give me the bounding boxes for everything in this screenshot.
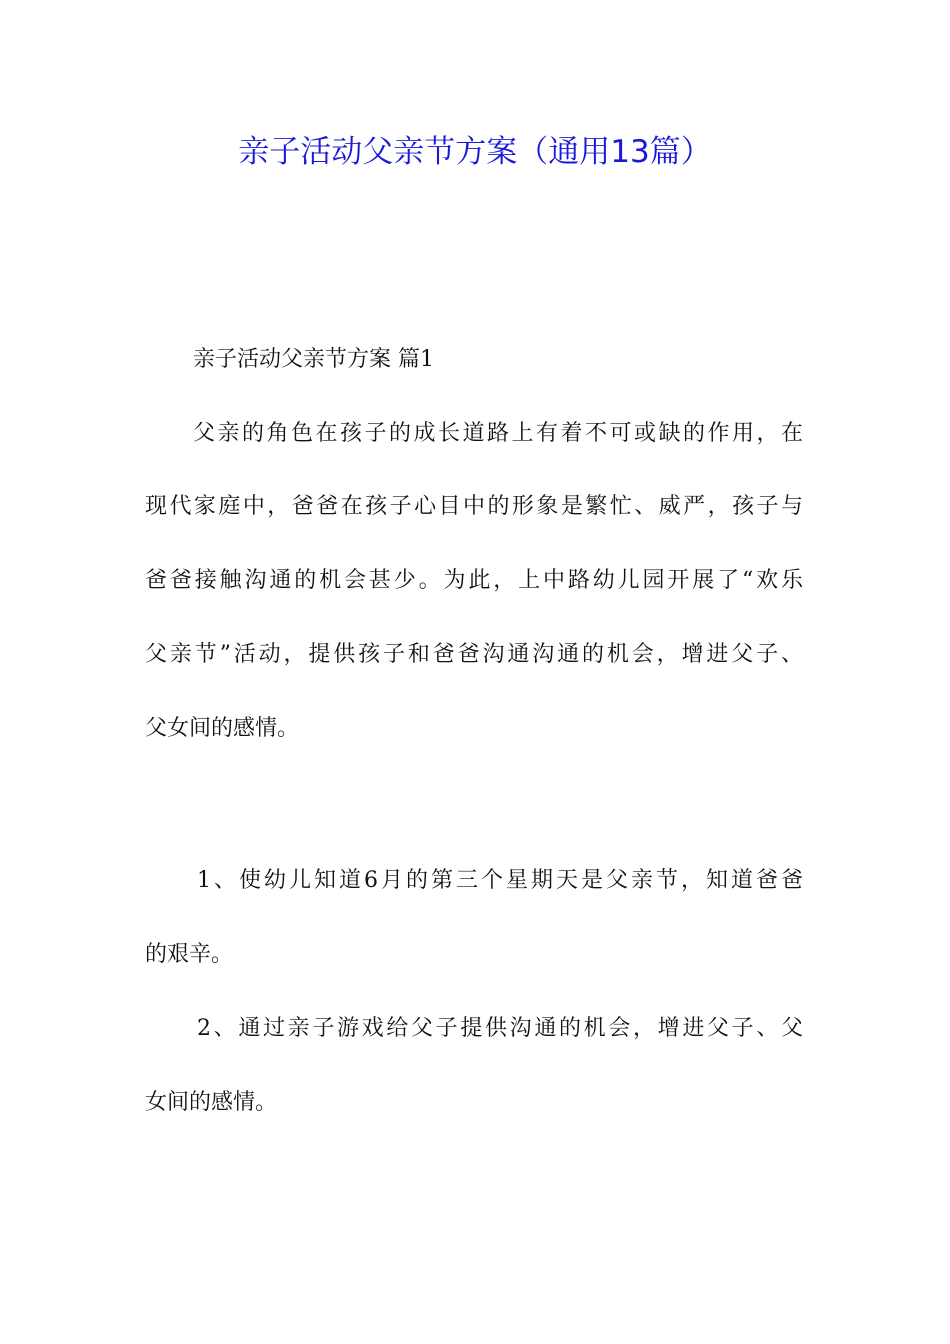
paragraph-line: 父亲节”活动，提供孩子和爸爸沟通沟通的机会，增进父子、 (145, 642, 803, 667)
paragraph-line: 爸爸接触沟通的机会甚少。为此，上中路幼儿园开展了“欢乐 (145, 568, 803, 593)
paragraph-line: 父女间的感情。 (145, 716, 300, 741)
list-item-line: 1、使幼儿知道6月的第三个星期天是父亲节，知道爸爸 (197, 868, 803, 893)
document-title: 亲子活动父亲节方案（通用13篇） (238, 134, 712, 170)
paragraph-line: 现代家庭中，爸爸在孩子心目中的形象是繁忙、威严，孩子与 (145, 494, 803, 519)
list-item-line: 的艰辛。 (145, 942, 234, 967)
list-item-line: 2、通过亲子游戏给父子提供沟通的机会，增进父子、父 (197, 1016, 803, 1041)
section-heading: 亲子活动父亲节方案 篇1 (193, 347, 434, 372)
paragraph-line: 父亲的角色在孩子的成长道路上有着不可或缺的作用，在 (193, 421, 803, 446)
list-item-line: 女间的感情。 (145, 1090, 278, 1115)
